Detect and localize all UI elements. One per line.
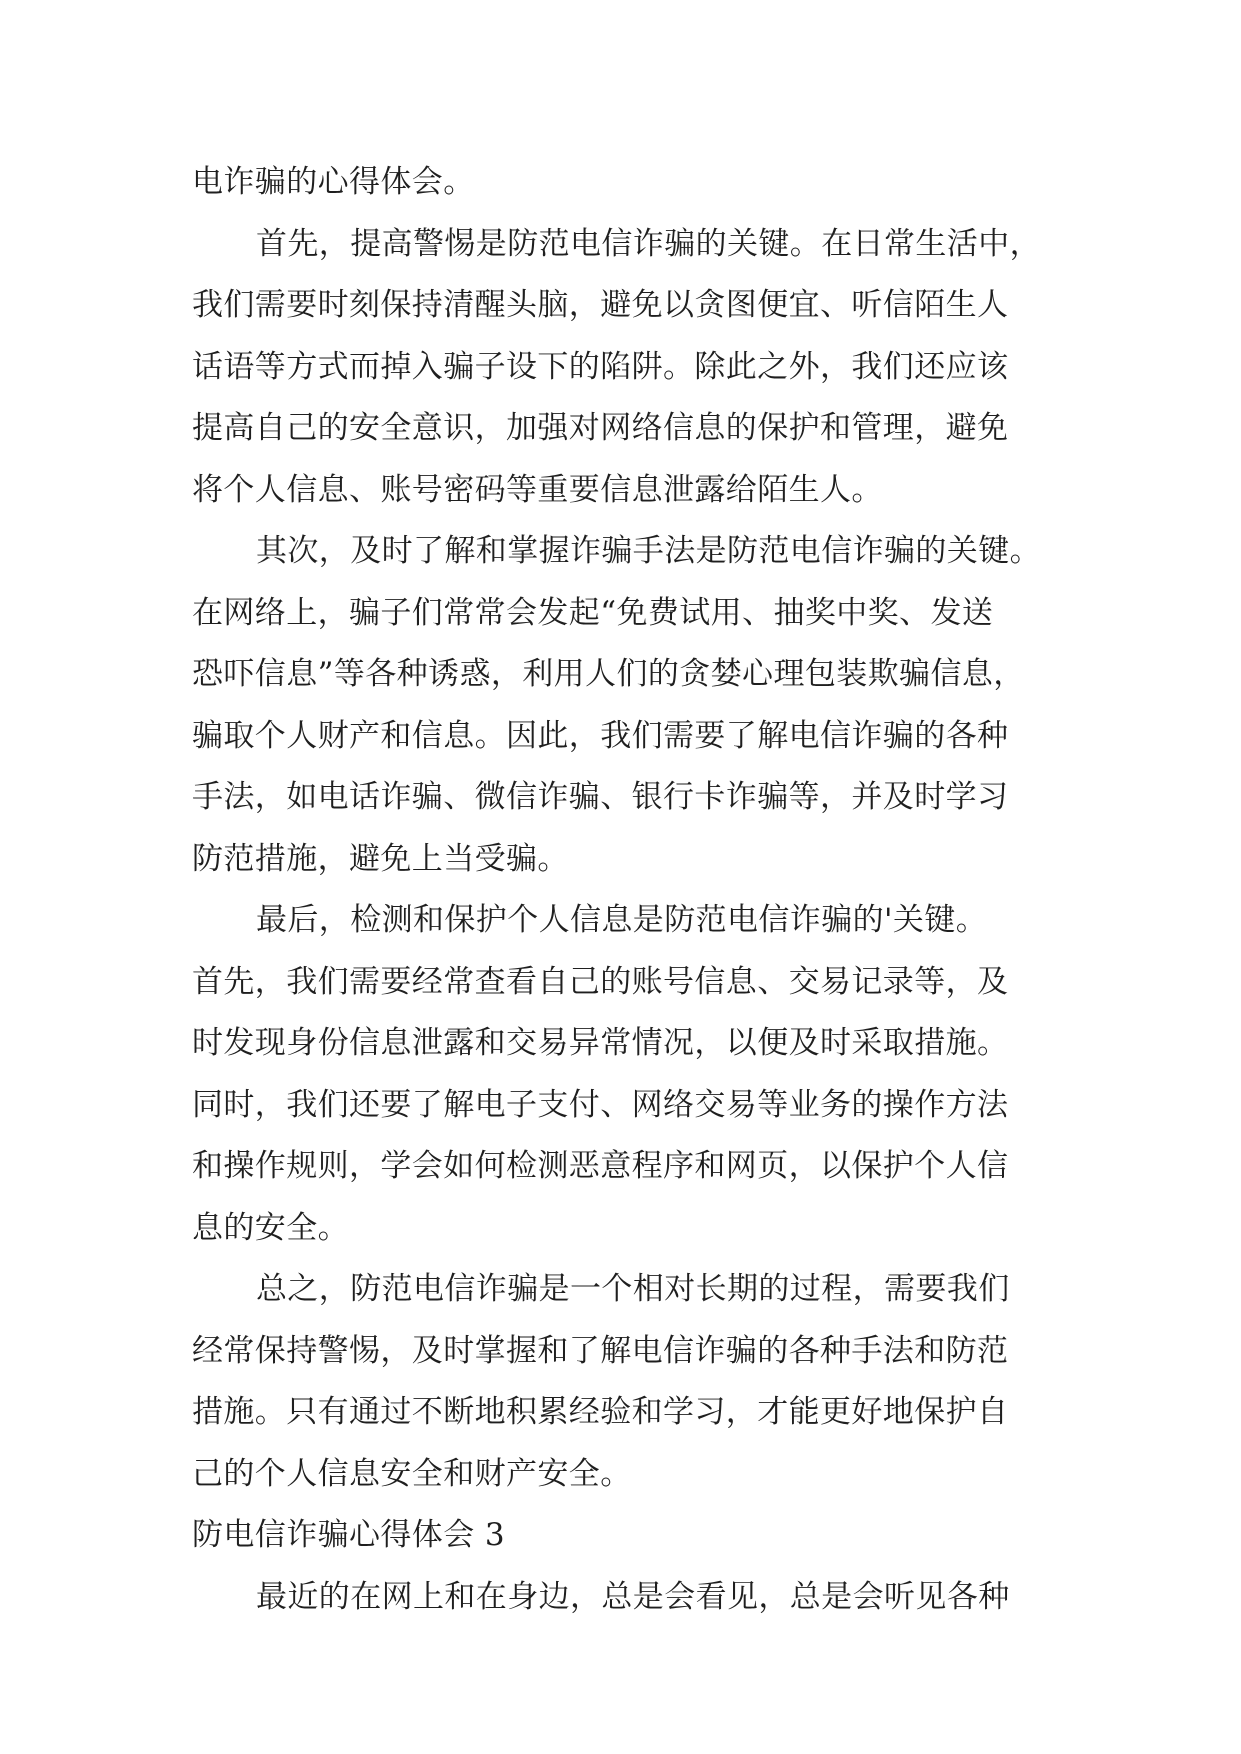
- text-line: 在网络上，骗子们常常会发起“免费试用、抽奖中奖、发送: [192, 594, 994, 631]
- text-line: 手法，如电话诈骗、微信诈骗、银行卡诈骗等，并及时学习: [192, 779, 1009, 815]
- text-line: 电诈骗的心得体会。: [192, 164, 475, 200]
- document-body: [192, 152, 1072, 1628]
- text-line: 和操作规则，学会如何检测恶意程序和网页，以保护个人信: [192, 1148, 1009, 1184]
- text-line: 经常保持警惕，及时掌握和了解电信诈骗的各种手法和防范: [192, 1332, 1009, 1369]
- paragraph-first-line: 其次，及时了解和掌握诈骗手法是防范电信诈骗的关键。: [256, 533, 1041, 569]
- text-line: 恐吓信息”等各种诱惑，利用人们的贪婪心理包装欺骗信息，: [192, 656, 1025, 692]
- text-line: 防范措施，避免上当受骗。: [192, 840, 569, 877]
- text-line: 同时，我们还要了解电子支付、网络交易等业务的操作方法: [192, 1086, 1009, 1123]
- text-line: 话语等方式而掉入骗子设下的陷阱。除此之外，我们还应该: [192, 348, 1009, 385]
- text-line: 骗取个人财产和信息。因此，我们需要了解电信诈骗的各种: [192, 717, 1009, 754]
- text-line: 我们需要时刻保持清醒头脑，避免以贪图便宜、听信陌生人: [192, 287, 1009, 323]
- text-line: 己的个人信息安全和财产安全。: [192, 1455, 632, 1492]
- paragraph-first-line: 首先，提高警惕是防范电信诈骗的关键。在日常生活中，: [256, 225, 1041, 262]
- text-line: 息的安全。: [192, 1209, 349, 1246]
- section-heading: 防电信诈骗心得体会 3: [192, 1517, 505, 1553]
- paragraph-first-line: 总之，防范电信诈骗是一个相对长期的过程，需要我们: [256, 1271, 1010, 1307]
- text-line: 提高自己的安全意识，加强对网络信息的保护和管理，避免: [192, 410, 1009, 446]
- text-line: 时发现身份信息泄露和交易异常情况，以便及时采取措施。: [192, 1025, 1009, 1061]
- text-line: 将个人信息、账号密码等重要信息泄露给陌生人。: [192, 471, 883, 508]
- paragraph-first-line: 最后，检测和保护个人信息是防范电信诈骗的'关键。: [256, 902, 988, 938]
- paragraph-first-line: 最近的在网上和在身边，总是会看见，总是会听见各种: [256, 1578, 1010, 1615]
- text-line: 措施。只有通过不断地积累经验和学习，才能更好地保护自: [192, 1394, 1009, 1430]
- text-line: 首先，我们需要经常查看自己的账号信息、交易记录等，及: [192, 963, 1009, 1000]
